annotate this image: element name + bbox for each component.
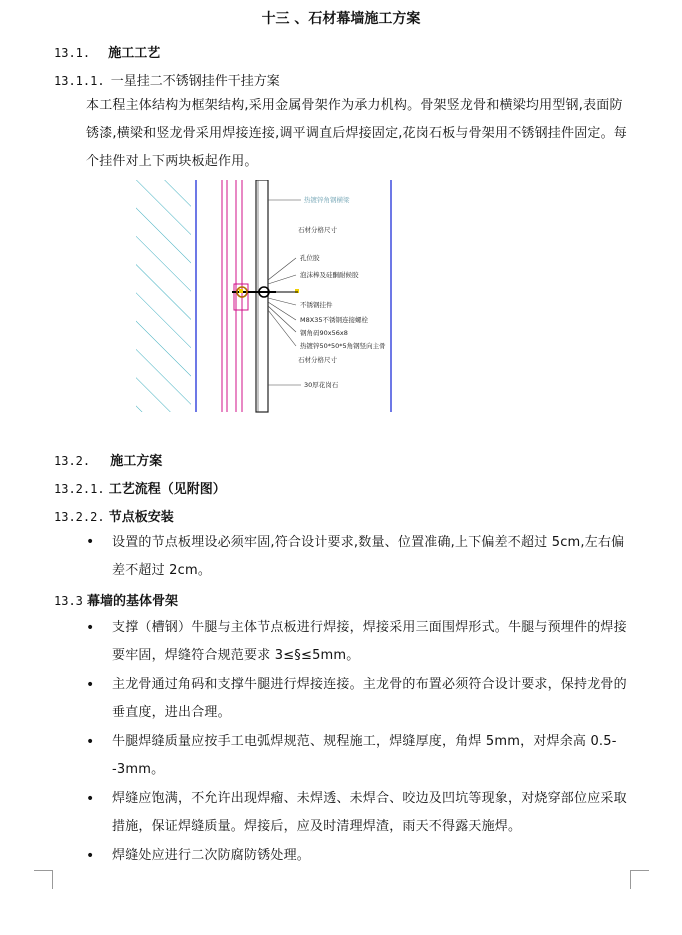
section-number: 13.2.2. (54, 510, 105, 524)
section-13-1-1-heading (54, 70, 280, 89)
stone-curtain-wall-detail-drawing (136, 180, 396, 418)
page-corner-mark-left (34, 870, 53, 889)
list-item: 主龙骨通过角码和支撑牛腿进行焊接连接。主龙骨的布置必须符合设计要求，保持龙骨的垂直度，进出合理。 (112, 677, 627, 720)
bullet-marker: • (86, 677, 95, 693)
section-number: 13.3 (54, 594, 83, 608)
page-corner-mark-right (630, 870, 649, 889)
concrete-wall-hatch (136, 180, 191, 412)
bullet-marker: • (86, 734, 95, 750)
bullet-marker: • (86, 534, 95, 550)
list-item: 牛腿焊缝质量应按手工电弧焊规范、规程施工，焊缝厚度，角焊 5mm，对焊余高 0.5--3mm。 (112, 734, 617, 777)
section-label: 施工工艺 (108, 46, 161, 61)
drawing-label: 孔位胶 (300, 254, 320, 262)
section-13-2-1-heading (54, 478, 226, 497)
leader-line (268, 298, 296, 305)
list-item: 支撑（槽钢）牛腿与主体节点板进行焊接，焊接采用三面围焊形式。牛腿与预埋件的焊接要牢固，焊缝符合规范要求 3≤§≤5mm。 (112, 620, 627, 663)
drawing-label: M8X35不锈钢连接螺栓 (300, 316, 368, 324)
section-13-3-heading (54, 590, 178, 609)
drawing-label: 石材分格尺寸 (298, 356, 337, 364)
list-item: 焊缝应饱满，不允许出现焊瘤、未焊透、未焊合、咬边及凹坑等现象，对烧穿部位应采取措施，保证焊缝质量。焊接后，应及时清理焊渣，雨天不得露天施焊。 (112, 791, 627, 834)
drawing-label: 钢角码90x56x8 (300, 329, 348, 337)
section-number: 13.2. (54, 454, 91, 468)
section-label: 施工方案 (110, 454, 163, 469)
drawing-label: 30厚花岗石 (304, 381, 339, 389)
section-number: 13.2.1. (54, 482, 105, 496)
bullet-marker: • (86, 620, 95, 636)
list-item: 设置的节点板埋设必须牢固,符合设计要求,数量、位置准确,上下偏差不超过 5cm,左右偏差不超过 2cm。 (112, 535, 625, 578)
section-number: 13.1.1. (54, 74, 105, 88)
section-13-2-heading (54, 450, 162, 469)
drawing-label: 热镀锌角钢横梁 (304, 196, 350, 204)
section-label: 一星挂二不锈钢挂件干挂方案 (110, 74, 280, 89)
bullet-marker: • (86, 848, 95, 864)
leader-line (268, 258, 296, 280)
bullet-marker: • (86, 791, 95, 807)
drawing-label: 泡沫棒及硅酮耐候胶 (300, 271, 359, 279)
paragraph-intro: 本工程主体结构为框架结构,采用金属骨架作为承力机构。骨架竖龙骨和横梁均用型钢,表面防锈漆,横梁和竖龙骨采用焊接连接,调平调直后焊接固定,花岗石板与骨架用不锈钢挂件固定。每个挂件对上下两块板起作用。 (86, 98, 627, 169)
section-number: 13.1. (54, 46, 91, 60)
section-13-1-heading (54, 42, 160, 61)
drawing-label: 热镀锌50*50*5角钢竖向主骨 (300, 342, 386, 350)
list-item: 焊缝处应进行二次防腐防锈处理。 (112, 848, 311, 863)
section-label: 节点板安装 (108, 510, 174, 525)
section-13-2-2-heading (54, 506, 174, 525)
drawing-label: 不锈钢挂件 (300, 301, 333, 309)
drawing-label: 石材分格尺寸 (298, 226, 337, 234)
leader-line (268, 302, 296, 320)
section-label: 幕墙的基体骨架 (87, 594, 179, 609)
yellow-marker (239, 289, 243, 293)
section-label: 工艺流程（见附图） (108, 482, 226, 497)
page-title: 十三 、石材幕墙施工方案 (261, 11, 421, 27)
